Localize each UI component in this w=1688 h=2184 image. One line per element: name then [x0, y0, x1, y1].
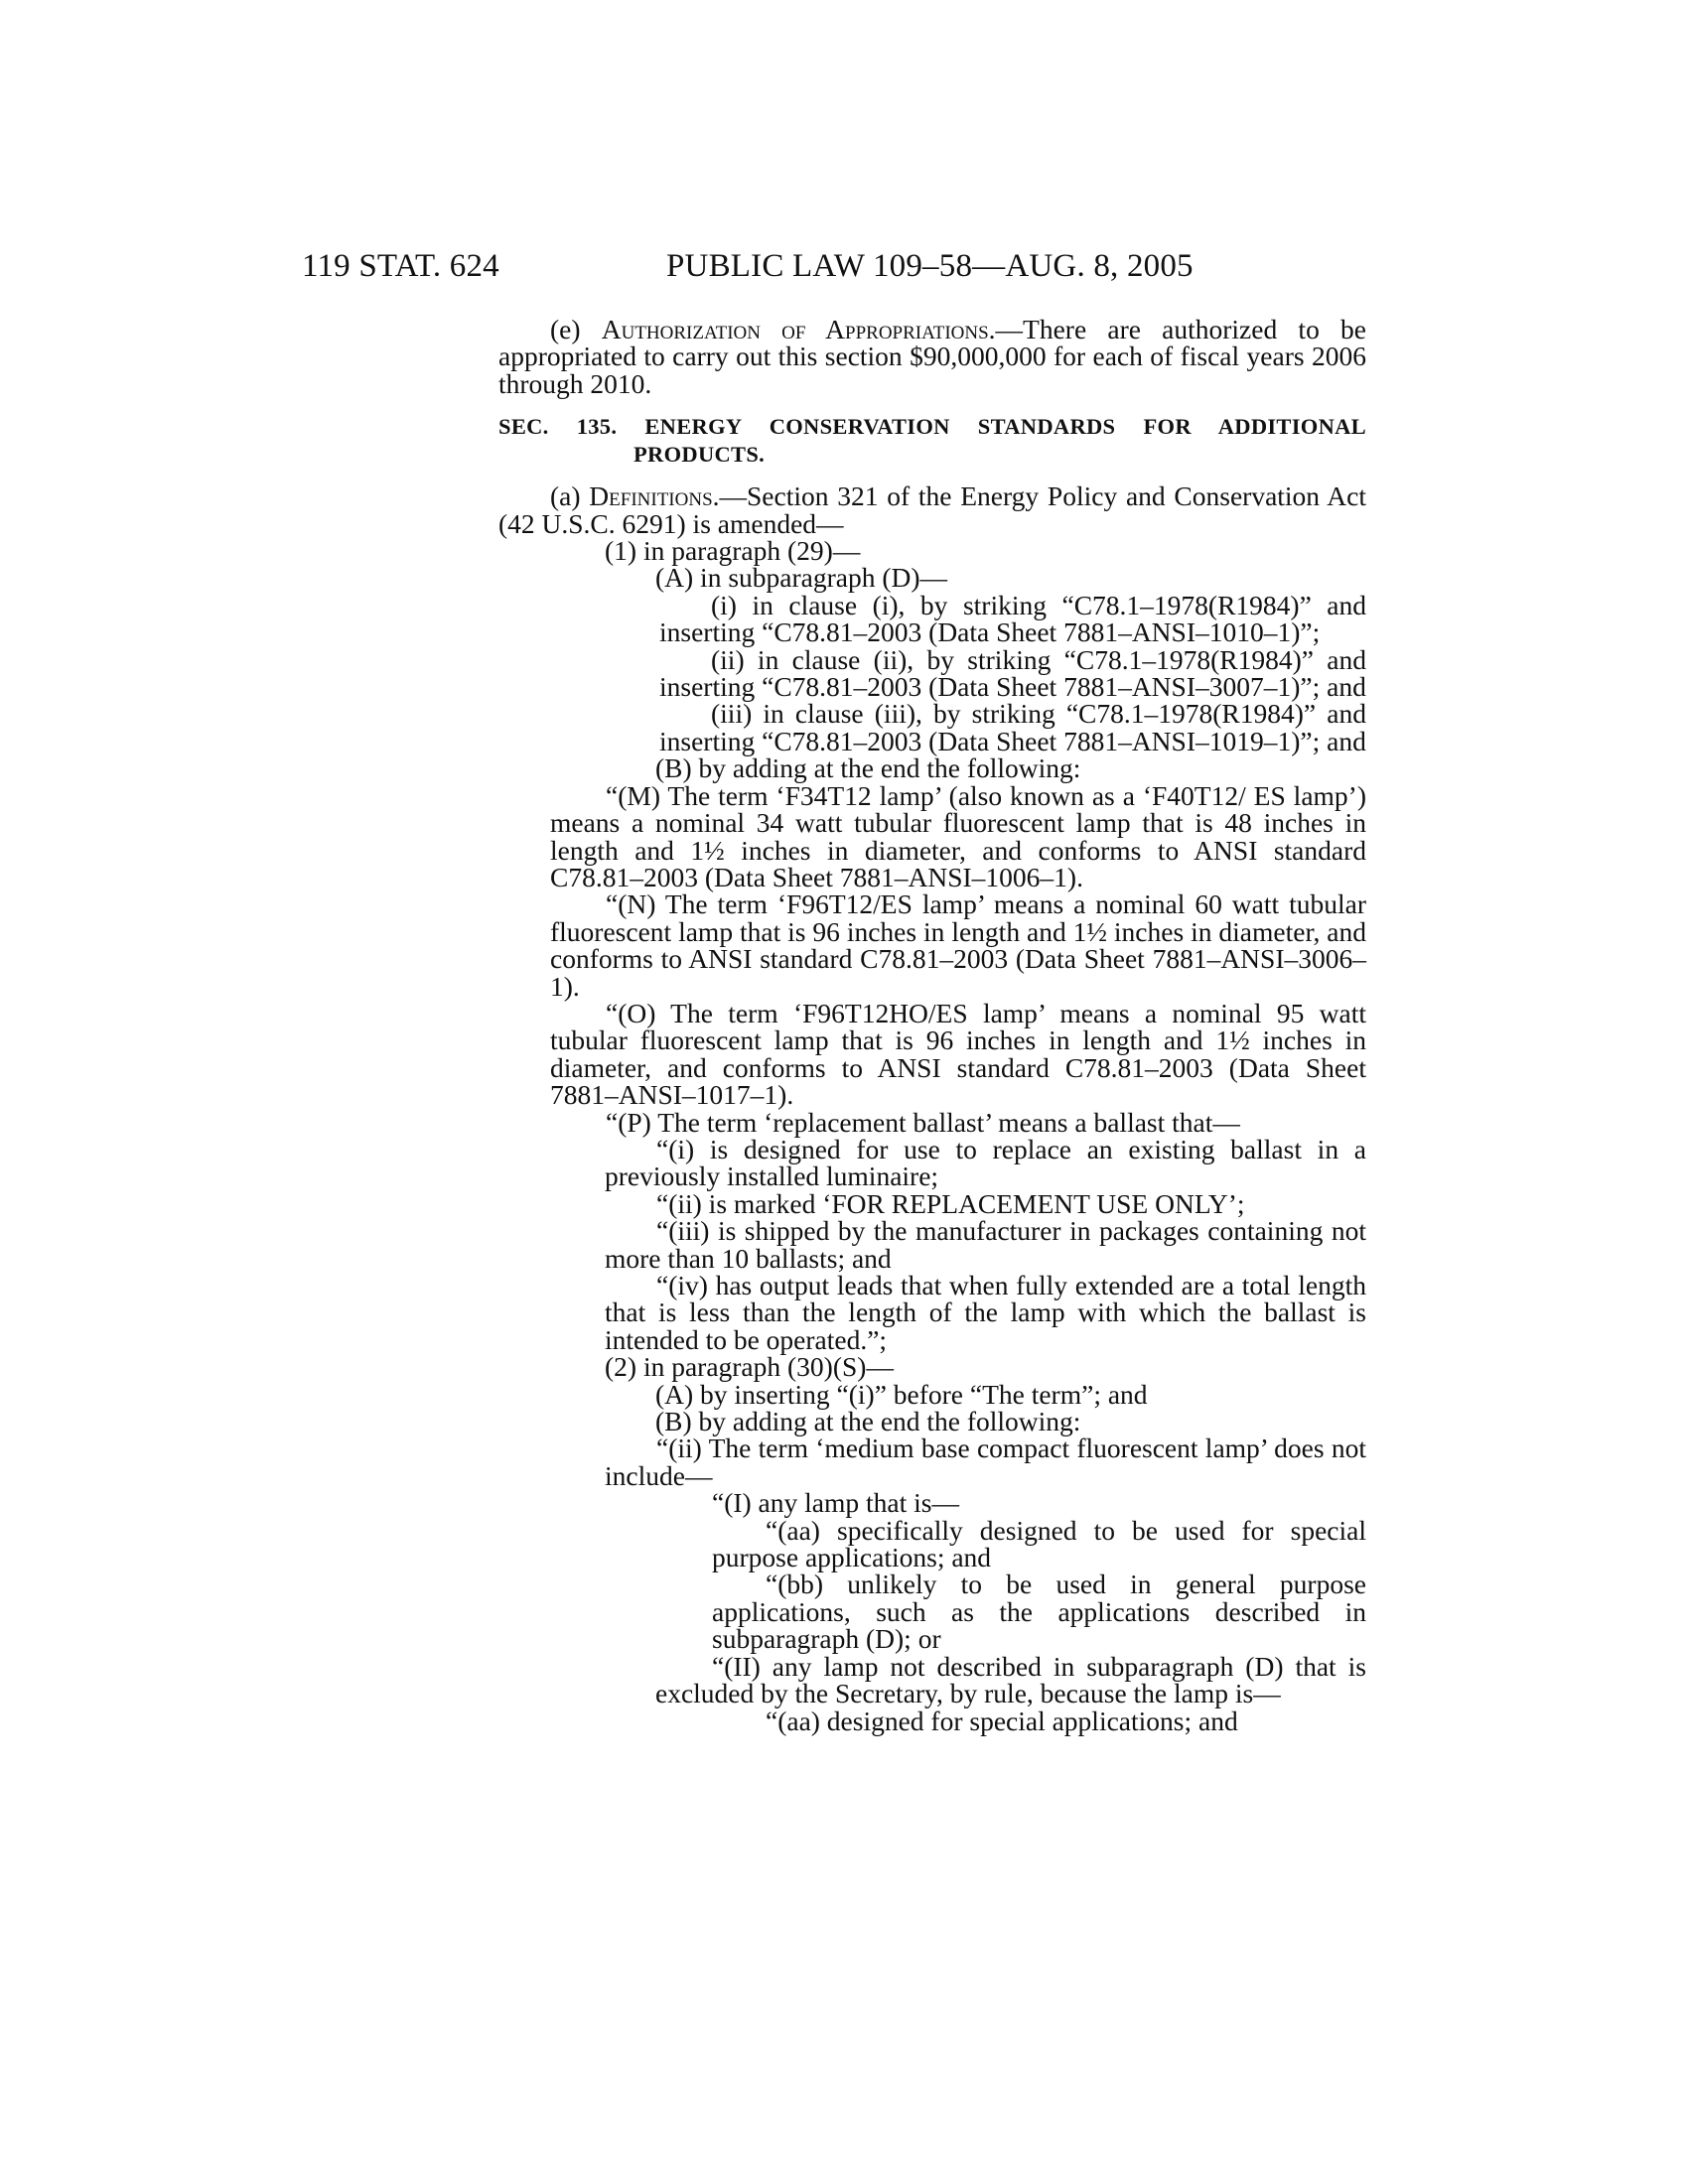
subclause-II: “(II) any lamp not described in subparagraph (D) that is excluded by the Secretary, by rule, because the lamp is— — [655, 1650, 1366, 1709]
definition-O: “(O) The term ‘F96T12HO/ES lamp’ means a nominal 95 watt tubular fluorescent lamp that is 96 inches in length and 1½ inches in diameter, and conforms to ANSI standard C78.81–2003 (Data Sheet 7881–ANSI–1017–1). — [550, 997, 1366, 1111]
section-heading: SEC. 135. ENERGY CONSERVATION STANDARDS FOR ADDITIONAL PRODUCTS. — [498, 414, 1366, 468]
clause-1-A-iii: (iii) in clause (iii), by striking “C78.1–1978(R1984)” and inserting “C78.81–2003 (Data Sheet 7881–ANSI–1019–1)”; and — [659, 698, 1366, 756]
clause-1-A-ii: (ii) in clause (ii), by striking “C78.1–1978(R1984)” and inserting “C78.81–2003 (Data Sheet 7881–ANSI–3007–1)”; and — [659, 643, 1366, 703]
definition-M: “(M) The term ‘F34T12 lamp’ (also known as a ‘F40T12/ ES lamp’) means a nominal 34 watt tubular fluorescent lamp that is 48 inches in length and 1½ inches in diameter, and conforms to ANSI standard C78.81–2003 (Data Sheet 7881–ANSI–1006–1). — [550, 779, 1366, 892]
definition-P-ii: “(ii) is marked ‘FOR REPLACEMENT USE ONLY’; — [656, 1187, 1245, 1219]
paragraph-2-B: (B) by adding at the end the following: — [655, 1406, 1081, 1437]
subsection-e-heading: Authorization of Appropriations — [601, 314, 989, 344]
document-body — [498, 316, 1366, 1734]
definition-P-i: “(i) is designed for use to replace an existing ballast in a previously installed luminaire; — [605, 1133, 1366, 1192]
subsection-a-prefix: (a) — [550, 480, 590, 512]
subsection-a — [498, 482, 1366, 537]
paragraph-2-A: (A) by inserting “(i)” before “The term”; and — [655, 1378, 1148, 1410]
subsection-e: (e) Authorization of Appropriations.—There are authorized to be appropriated to carry out this section $90,000,000 for each of fiscal years 2006 through 2010. — [498, 314, 1366, 399]
running-header: PUBLIC LAW 109–58—AUG. 8, 2005 — [666, 248, 1194, 284]
definition-P-iv: “(iv) has output leads that when fully extended are a total length that is less than the length of the lamp with which the ballast is intended to be operated.”; — [605, 1270, 1366, 1355]
item-II-aa: “(aa) designed for special applications; and — [766, 1705, 1238, 1736]
definition-P: “(P) The term ‘replacement ballast’ means a ballast that— — [606, 1106, 1240, 1138]
item-I-bb: “(bb) unlikely to be used in general purpose applications, such as the applications described in subparagraph (D); or — [712, 1569, 1366, 1655]
subsection-a-text: .—Section 321 of the Energy Policy and Conservation Act (42 U.S.C. 6291) is amended— — [498, 480, 1366, 539]
item-I-aa: “(aa) specifically designed to be used for special purpose applications; and — [712, 1514, 1366, 1573]
subsection-e-text: .—There are authorized to be appropriated to carry out this section $90,000,000 for each of fiscal years 2006 through 2010. — [498, 314, 1366, 399]
clause-ii: “(ii) The term ‘medium base compact fluorescent lamp’ does not include— — [605, 1433, 1366, 1491]
paragraph-1: (1) in paragraph (29)— — [605, 535, 861, 567]
paragraph-1-A: (A) in subparagraph (D)— — [655, 562, 948, 594]
paragraph-2: (2) in paragraph (30)(S)— — [605, 1351, 894, 1383]
paragraph-1-B: (B) by adding at the end the following: — [655, 752, 1081, 784]
subsection-a-heading: Definitions — [589, 480, 713, 512]
subclause-I: “(I) any lamp that is— — [712, 1487, 959, 1519]
clause-1-A-i: (i) in clause (i), by striking “C78.1–1978(R1984)” and inserting “C78.81–2003 (Data Sheet 7881–ANSI–1010–1)”; — [659, 589, 1366, 648]
definition-N: “(N) The term ‘F96T12/ES lamp’ means a nominal 60 watt tubular fluorescent lamp that is 96 inches in length and 1½ inches in diameter, and conforms to ANSI standard C78.81–2003 (Data Sheet 7881–ANSI–3006–1). — [550, 888, 1366, 1002]
page-reference: 119 STAT. 624 — [302, 248, 499, 284]
definition-P-iii: “(iii) is shipped by the manufacturer in packages containing not more than 10 ballasts; and — [605, 1215, 1366, 1274]
